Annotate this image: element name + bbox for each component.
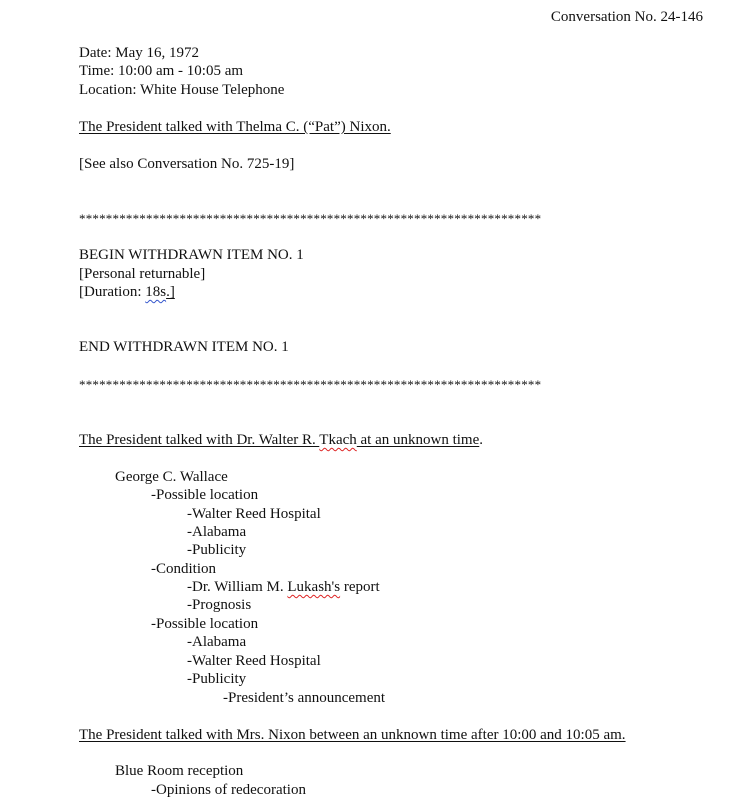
outline-item: -Opinions of redecoration [151,782,306,798]
outline-item: -Publicity [187,542,247,558]
conversation-number: Conversation No. 24-146 [550,9,703,25]
duration-value: 18s [145,284,167,300]
time: Time: 10:00 am - 10:05 am [79,63,244,79]
misspelled-word: Tkach [319,432,357,448]
topic: George C. Wallace [115,469,228,485]
topic: Blue Room reception [115,763,244,779]
duration-suffix: .] [166,284,175,300]
section1-heading: The President talked with Dr. Walter R. Tkach at an unknown time. [79,432,483,448]
outline-item: -Alabama [187,634,247,650]
withdrawn-begin: BEGIN WITHDRAWN ITEM NO. 1 [79,247,304,263]
separator: ********************************************************************* [79,211,542,226]
see-also: [See also Conversation No. 725-19] [79,156,295,172]
withdrawn-end: END WITHDRAWN ITEM NO. 1 [79,339,289,355]
outline-item: -Walter Reed Hospital [187,653,321,669]
outline-item: -Prognosis [187,597,252,613]
outline-item: -Possible location [151,487,259,503]
duration-label: [Duration: [79,284,146,300]
date: Date: May 16, 1972 [79,45,199,61]
outline-item: -Walter Reed Hospital [187,506,321,522]
misspelled-word: Lukash's [287,579,341,595]
withdrawn-category: [Personal returnable] [79,266,206,282]
outline-item: -Alabama [187,524,247,540]
outline-item: -Condition [151,561,217,577]
participants-heading: The President talked with Thelma C. (“Pat”) Nixon. [79,119,391,135]
outline-item: -Possible location [151,616,259,632]
outline-item: -President’s announcement [223,690,386,706]
location: Location: White House Telephone [79,82,285,98]
outline-item: -Publicity [187,671,247,687]
separator: ********************************************************************* [79,377,542,392]
withdrawn-duration [79,283,175,301]
outline-item: -Dr. William M. Lukash's report [187,579,380,595]
section2-heading: The President talked with Mrs. Nixon between an unknown time after 10:00 and 10:05 am. [79,727,626,743]
